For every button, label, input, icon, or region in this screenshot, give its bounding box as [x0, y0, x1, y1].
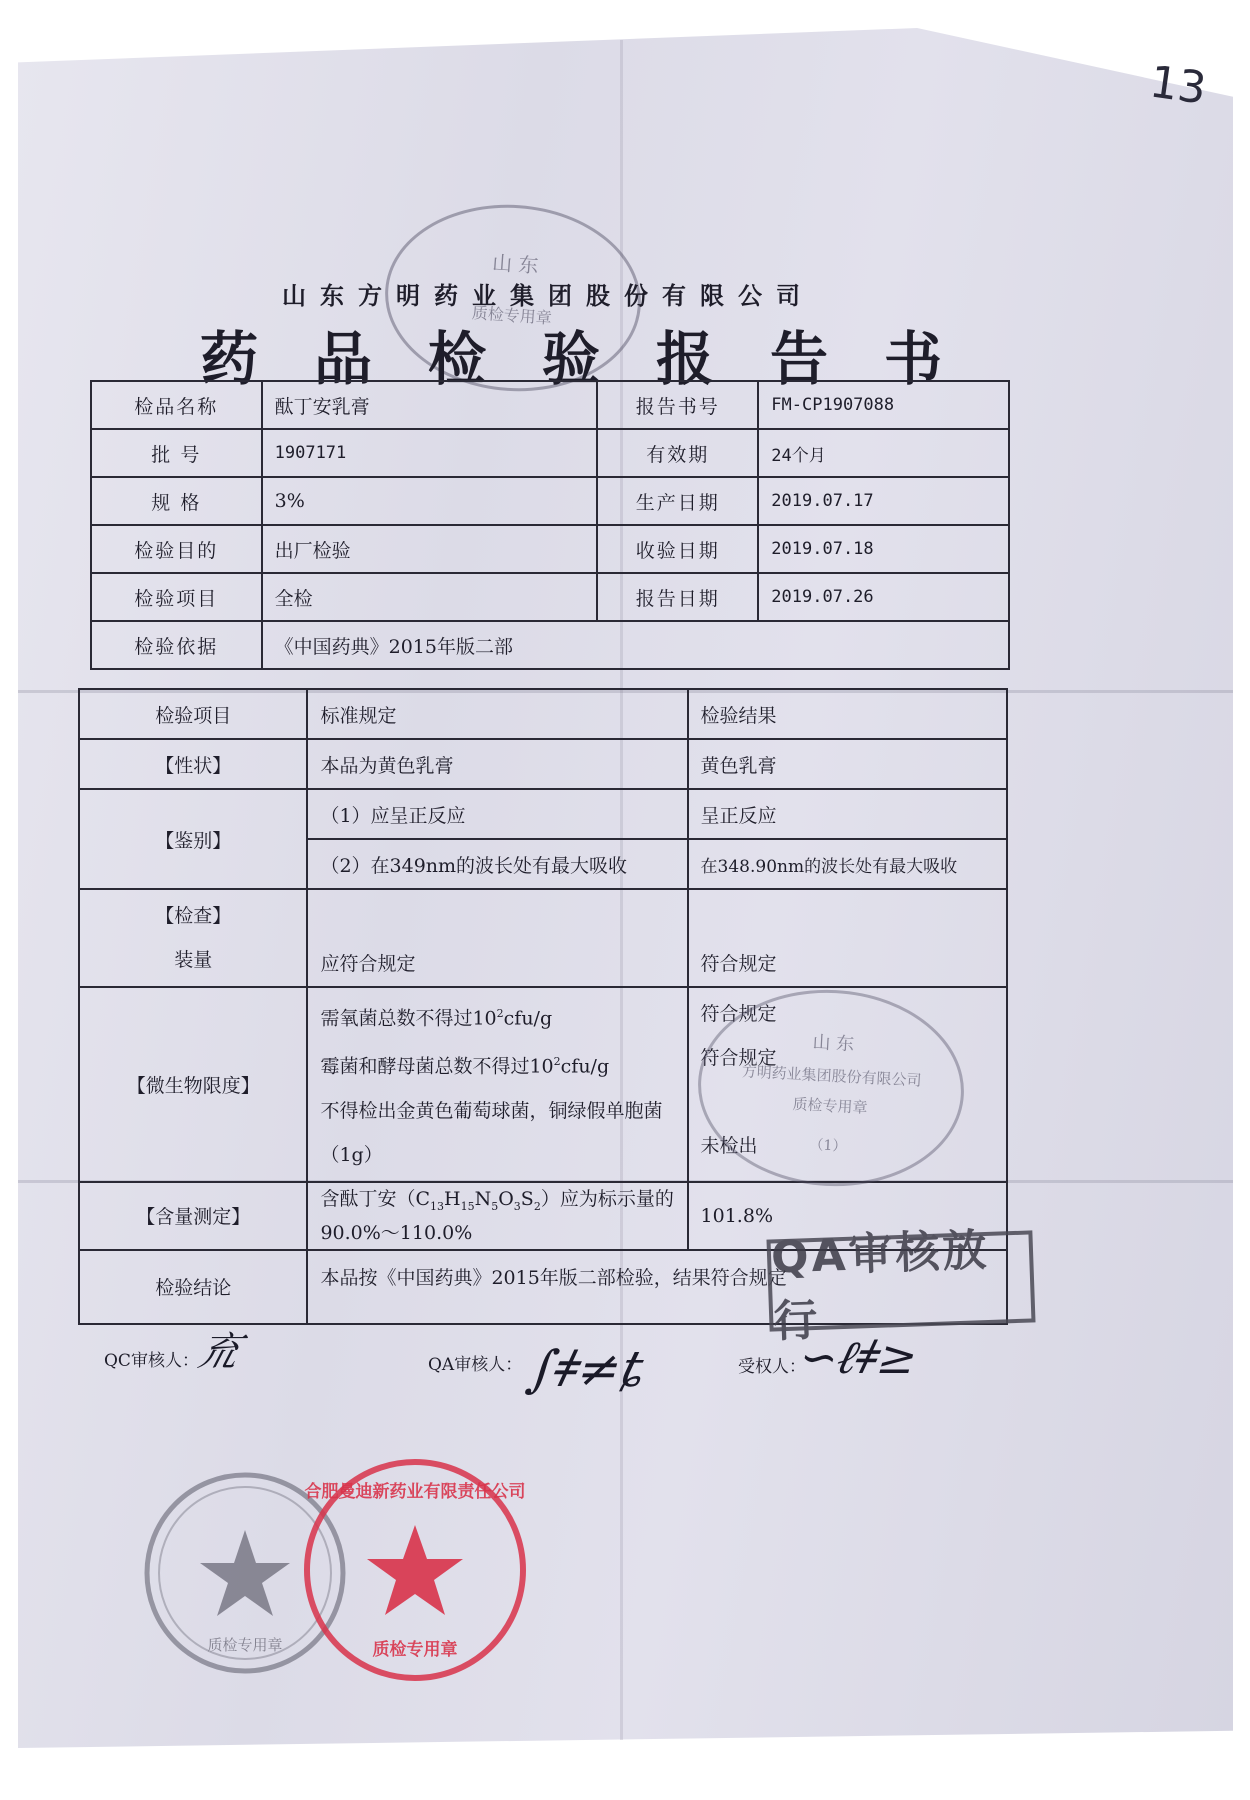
result-line: 未检出: [700, 1135, 758, 1157]
test-item-sub: 装量: [174, 949, 213, 971]
info-label: 检验目的: [91, 525, 262, 573]
seal-text: 合肥曼迪新药业有限责任公司: [304, 1482, 526, 1502]
info-value: 出厂检验: [262, 525, 598, 573]
report-title: 药品检验报告书: [200, 325, 999, 393]
info-row: [91, 381, 1009, 429]
info-label: 检品名称: [91, 381, 262, 429]
test-item-title: 【检查】: [155, 905, 232, 927]
info-value: 3%: [262, 477, 598, 525]
info-value: 全检: [262, 573, 598, 621]
seal-text: 质检专用章: [471, 303, 553, 328]
text-part: O: [498, 1187, 514, 1210]
qc-signature: 㐬: [192, 1329, 246, 1375]
info-label: 收验日期: [597, 525, 758, 573]
text-part: cfu/g: [560, 1055, 610, 1078]
info-row: [91, 525, 1009, 573]
test-result: 在348.90nm的波长处有最大吸收: [688, 839, 1007, 889]
qc-reviewer-label: QC审核人：: [104, 1351, 199, 1371]
seal-text: 方明药业集团股份有限公司: [741, 1062, 922, 1090]
subscript: 15: [460, 1199, 475, 1213]
test-item: [79, 889, 307, 987]
info-value: 24个月: [758, 429, 1009, 477]
info-value: 酞丁安乳膏: [262, 381, 598, 429]
superscript: 2: [496, 1007, 504, 1020]
seal-text: 山 东: [811, 1031, 855, 1056]
table-row: [79, 889, 1007, 987]
result-line: 符合规定: [700, 1047, 777, 1069]
info-label: 批 号: [91, 429, 262, 477]
table-row: [79, 739, 1007, 789]
text-part: cfu/g: [503, 1007, 553, 1030]
text-part: 需氧菌总数不得过10: [320, 1007, 497, 1030]
info-label: 生产日期: [597, 477, 758, 525]
text-part: S: [520, 1187, 534, 1210]
company-name: 山东方明药业集团股份有限公司: [282, 281, 814, 310]
column-header: 标准规定: [307, 689, 687, 739]
seal-text: 质检专用章: [207, 1636, 283, 1654]
info-value: 1907171: [262, 429, 598, 477]
red-company-seal: [300, 1455, 530, 1685]
result-line: 符合规定: [700, 1003, 777, 1025]
info-row: [91, 429, 1009, 477]
column-header: 检验结果: [688, 689, 1007, 739]
seal-text: 质检专用章: [372, 1640, 458, 1660]
seal-text: （1）: [809, 1136, 847, 1155]
subscript: 2: [533, 1199, 541, 1213]
info-table: [90, 380, 1010, 670]
info-value: FM-CP1907088: [758, 381, 1009, 429]
star-icon: [200, 1530, 290, 1616]
test-item: 检验结论: [79, 1250, 307, 1324]
info-label: 检验依据: [91, 621, 262, 669]
text-part: 霉菌和酵母菌总数不得过10: [320, 1055, 554, 1078]
test-standard: （1）应呈正反应: [307, 789, 687, 839]
text-part: N: [474, 1187, 492, 1210]
info-row: [91, 477, 1009, 525]
seal-text: 山 东: [491, 250, 540, 278]
test-standard: 本品为黄色乳膏: [307, 739, 687, 789]
test-standard: 应符合规定: [307, 889, 687, 987]
standard-line: [320, 1040, 674, 1088]
test-standard: （2）在349nm的波长处有最大吸收: [307, 839, 687, 889]
info-value: 2019.07.17: [758, 477, 1009, 525]
text-part: 含酞丁安（C: [320, 1187, 430, 1210]
superscript: 2: [553, 1055, 561, 1069]
column-header: 检验项目: [79, 689, 307, 739]
info-row: [91, 621, 1009, 669]
test-item: 【性状】: [79, 739, 307, 789]
test-result: 黄色乳膏: [688, 739, 1007, 789]
authorized-signature: ∽ℓǂ≥: [792, 1330, 925, 1384]
test-result: 呈正反应: [688, 789, 1007, 839]
test-standard: [307, 987, 687, 1182]
info-label: 有效期: [597, 429, 758, 477]
qa-signature: ∫ǂ≠ȶ: [522, 1340, 654, 1398]
test-result: 符合规定: [688, 889, 1007, 987]
test-result: 101.8%: [688, 1182, 1007, 1250]
conclusion-text: 本品按《中国药典》2015年版二部检验，结果符合规定: [307, 1250, 1007, 1324]
standard-line: 不得检出金黄色葡萄球菌，铜绿假单胞菌（1g）: [320, 1099, 663, 1166]
info-row: [91, 573, 1009, 621]
test-item: 【含量测定】: [79, 1182, 307, 1250]
subscript: 13: [430, 1199, 444, 1213]
info-value: 2019.07.26: [758, 573, 1009, 621]
info-value: 2019.07.18: [758, 525, 1009, 573]
test-item: 【鉴别】: [79, 789, 307, 889]
standard-line: [320, 992, 674, 1040]
info-value: 《中国药典》2015年版二部: [262, 621, 1009, 669]
info-label: 报告书号: [597, 381, 758, 429]
info-label: 报告日期: [597, 573, 758, 621]
test-standard: [307, 1182, 687, 1250]
text-part: H: [444, 1187, 461, 1210]
subscript: 3: [513, 1199, 521, 1213]
info-label: 规 格: [91, 477, 262, 525]
qa-reviewer-label: QA审核人：: [428, 1355, 523, 1375]
info-label: 检验项目: [91, 573, 262, 621]
test-item: 【微生物限度】: [79, 987, 307, 1182]
table-header-row: [79, 689, 1007, 739]
table-row: [79, 789, 1007, 839]
text-part: ）应为标示量的90.0%～110.0%: [320, 1187, 674, 1244]
subscript: 5: [491, 1199, 499, 1213]
qa-release-stamp: QA审核放行: [766, 1230, 1035, 1331]
seal-text: 质检专用章: [792, 1095, 868, 1117]
star-icon: [367, 1525, 463, 1615]
page-number: 13: [1146, 56, 1210, 115]
authorized-person-label: 受权人：: [738, 1357, 806, 1377]
